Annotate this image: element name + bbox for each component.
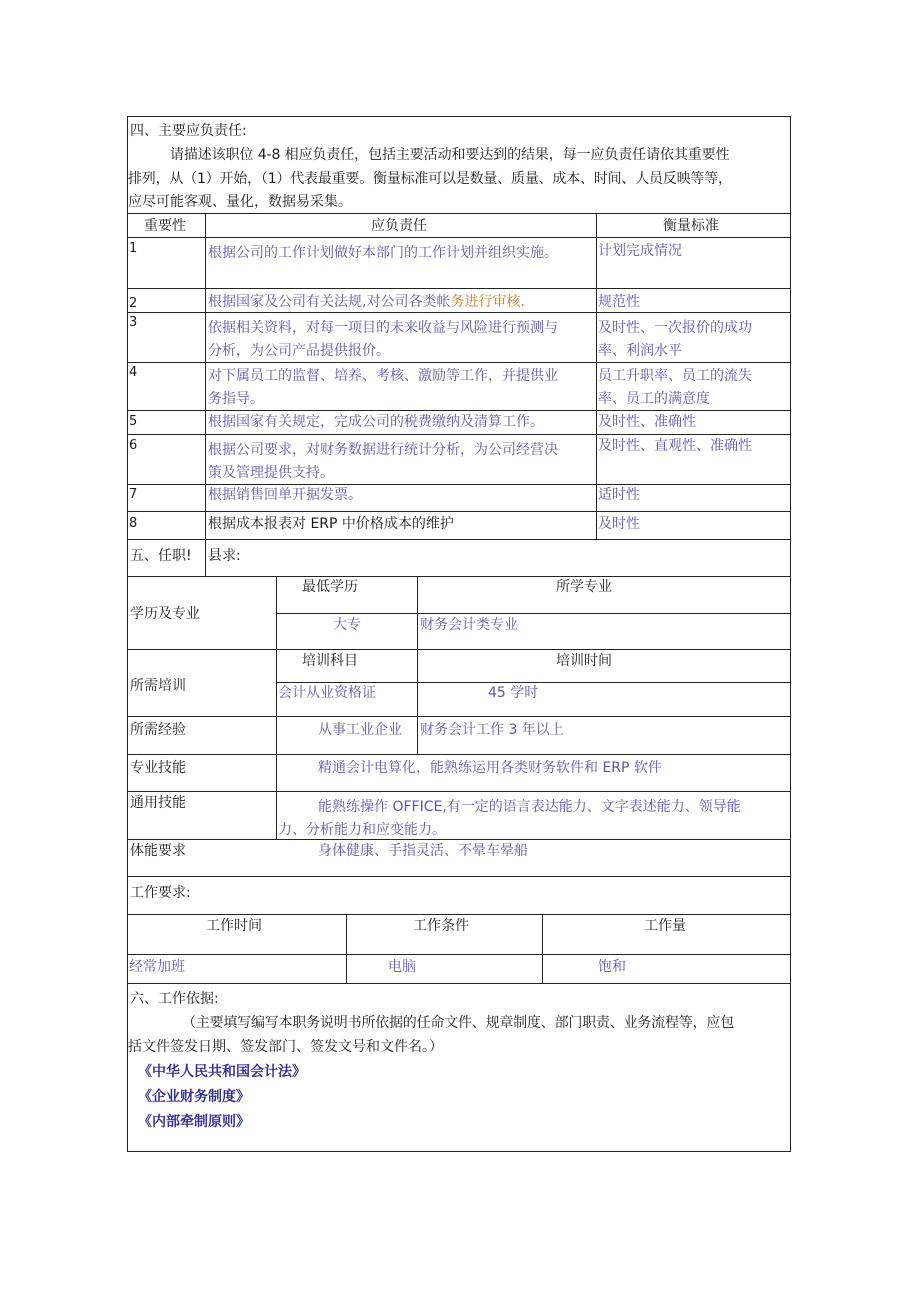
row6-number: 6: [129, 438, 138, 453]
row1-number: 1: [129, 241, 138, 256]
train-value-subject: 会计从业资格证: [278, 685, 376, 701]
section6-note-line2: 括文件签发日期、签发部门、签发文号和文件名。）: [128, 1039, 443, 1055]
train-value-time: 45 学时: [488, 685, 539, 701]
edu-header-major: 所学专业: [556, 579, 612, 595]
work-value-time: 经常加班: [129, 959, 185, 975]
row4-number: 4: [129, 365, 138, 380]
row3-number: 3: [129, 315, 138, 330]
section4-title: 四、主要应负责任:: [130, 123, 247, 139]
work-header-load: 工作量: [644, 918, 686, 934]
row8-standard: 及时性: [598, 516, 640, 532]
train-label: 所需培训: [130, 678, 186, 694]
row5-standard: 及时性、准确性: [598, 414, 696, 430]
row2-duty-part2: 务进行审核.: [450, 294, 525, 310]
row4-duty-line1: 对下属员工的监督、培养、考核、激励等工作，并提供业: [208, 368, 558, 384]
work-header-condition: 工作条件: [413, 918, 469, 934]
row1-standard: 计划完成情况: [598, 243, 682, 259]
row6-standard: 及时性、直观性、准确性: [598, 438, 752, 454]
row1-duty: 根据公司的工作计划做好本部门的工作计划并组织实施。: [208, 245, 558, 261]
section4-intro-line3: 应尽可能客观、量化，数据易采集。: [128, 194, 352, 210]
skill-value: 精通会计电算化，能熟练运用各类财务软件和 ERP 软件: [318, 760, 662, 776]
section4-intro-line1: 请描述该职位 4-8 相应负责任，包括主要活动和要达到的结果，每一应负责任请依其重要性: [170, 147, 730, 163]
row3-duty-line2: 分析，为公司产品提供报价。: [208, 343, 390, 359]
header-duty: 应负责任: [371, 218, 427, 234]
row3-standard-line1: 及时性、一次报价的成功: [598, 320, 752, 336]
train-header-time: 培训时间: [556, 653, 612, 669]
work-header-time: 工作时间: [206, 918, 262, 934]
row5-duty: 根据国家有关规定，完成公司的税费缴纳及清算工作。: [208, 414, 544, 430]
general-value-line2: 力、分析能力和应变能力。: [278, 822, 446, 838]
section5-title-part2: 县求:: [208, 548, 241, 564]
section6-title: 六、工作依据:: [130, 991, 219, 1007]
header-importance: 重要性: [144, 218, 186, 234]
train-header-subject: 培训科目: [302, 653, 358, 669]
row5-number: 5: [129, 414, 138, 429]
skill-label: 专业技能: [130, 760, 186, 776]
row6-duty-line2: 策及管理提供支持。: [208, 465, 334, 481]
edu-label: 学历及专业: [130, 606, 200, 622]
row4-standard-line1: 员工升职率、员工的流失: [598, 368, 752, 384]
row3-standard-line2: 率、利润水平: [598, 343, 682, 359]
row3-duty-line1: 依据相关资料，对每一项目的未来收益与风险进行预测与: [208, 320, 558, 336]
row8-duty: 根据成本报表对 ERP 中价格成本的维护: [208, 516, 454, 532]
document-frame: [127, 116, 791, 1152]
section6-note-line1: （主要填写编写本职务说明书所依据的任命文件、规章制度、部门职责、业务流程等，应包: [182, 1015, 734, 1031]
row4-standard-line2: 率、员工的满意度: [598, 391, 710, 407]
doc-accounting-law: 《中华人民共和国会计法》: [138, 1064, 306, 1080]
row7-duty: 根据销售回单开据发票。: [208, 487, 362, 503]
doc-internal-control-principles: 《内部牵制原则》: [138, 1114, 250, 1130]
section4-intro-line2: 排列，从（1）开始，（1）代表最重要。衡量标准可以是数量、质量、成本、时间、人员反映等等，: [128, 171, 732, 187]
work-value-condition: 电脑: [388, 959, 416, 975]
row2-number: 2: [129, 296, 138, 311]
edu-value-degree: 大专: [333, 617, 361, 633]
work-title: 工作要求:: [130, 885, 191, 901]
general-label: 通用技能: [130, 795, 186, 811]
row7-standard: 适时性: [598, 487, 640, 503]
exp-value-industry: 从事工业企业: [318, 722, 402, 738]
doc-enterprise-finance-rules: 《企业财务制度》: [138, 1089, 250, 1105]
exp-value-years: 财务会计工作 3 年以上: [420, 722, 564, 738]
exp-label: 所需经验: [130, 722, 186, 738]
edu-header-min-degree: 最低学历: [302, 579, 358, 595]
row6-duty-line1: 根据公司要求，对财务数据进行统计分析，为公司经营决: [208, 442, 558, 458]
row8-number: 8: [129, 516, 138, 531]
row4-duty-line2: 务指导。: [208, 391, 264, 407]
row2-duty: [208, 292, 525, 312]
phys-value: 身体健康、手指灵活、不晕车晕船: [318, 843, 528, 859]
row7-number: 7: [129, 487, 138, 502]
edu-value-major: 财务会计类专业: [420, 617, 518, 633]
general-value-line1: 能熟练操作 OFFICE,有一定的语言表达能力、文字表述能力、领导能: [318, 799, 741, 815]
phys-label: 体能要求: [130, 843, 186, 859]
row2-duty-part1: 根据国家及公司有关法规,对公司各类帐: [208, 294, 451, 310]
row2-standard: 规范性: [598, 294, 640, 310]
header-standard: 衡量标准: [663, 218, 719, 234]
section5-title-part1: 五、任职!: [130, 548, 192, 564]
work-value-load: 饱和: [598, 959, 626, 975]
